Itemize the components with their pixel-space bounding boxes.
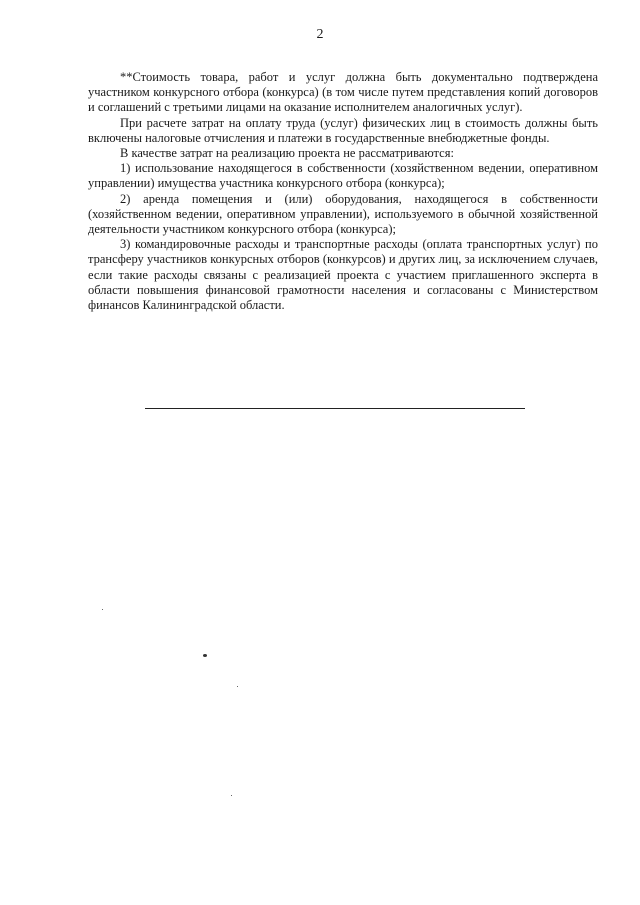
list-item-property-use: 1) использование находящегося в собственности (хозяйственном ведении, оперативном управлении) имущества участника конкурсного отбора (конкурса); <box>88 161 598 191</box>
document-body <box>88 70 598 313</box>
page-number: 2 <box>316 27 324 42</box>
list-item-rent: 2) аренда помещения и (или) оборудования, находящегося в собственности (хозяйственном ведении, оперативном управлении), используемого в обычной хозяйственной деятельности участником конкурсного отбора (конкурса); <box>88 191 598 237</box>
paragraph-labor-costs: При расчете затрат на оплату труда (услуг) физических лиц в стоимость должны быть включены налоговые отчисления и платежи в государственные внебюджетные фонды. <box>88 115 598 145</box>
end-of-text-rule <box>145 408 525 409</box>
list-item-travel-expenses: 3) командировочные расходы и транспортные расходы (оплата транспортных услуг) по трансферу участников конкурсных отборов (конкурсов) и других лиц, за исключением случаев, если такие расходы связаны с реализацией проекта с участием приглашенного эксперта в области повышения финансовой грамотности населения и согласованы с Министерством финансов Калининградской области. <box>88 237 598 313</box>
scan-speck <box>102 609 103 610</box>
scan-speck <box>231 795 232 796</box>
scan-speck <box>237 686 238 687</box>
paragraph-cost-confirmation: **Стоимость товара, работ и услуг должна быть документально подтверждена участником конкурсного отбора (конкурса) (в том числе путем представления копий договоров и соглашений с третьими лицами на оказание исполнителем аналогичных услуг). <box>88 70 598 115</box>
scan-speck <box>203 654 207 657</box>
paragraph-excluded-costs-intro: В качестве затрат на реализацию проекта не рассматриваются: <box>120 146 454 161</box>
